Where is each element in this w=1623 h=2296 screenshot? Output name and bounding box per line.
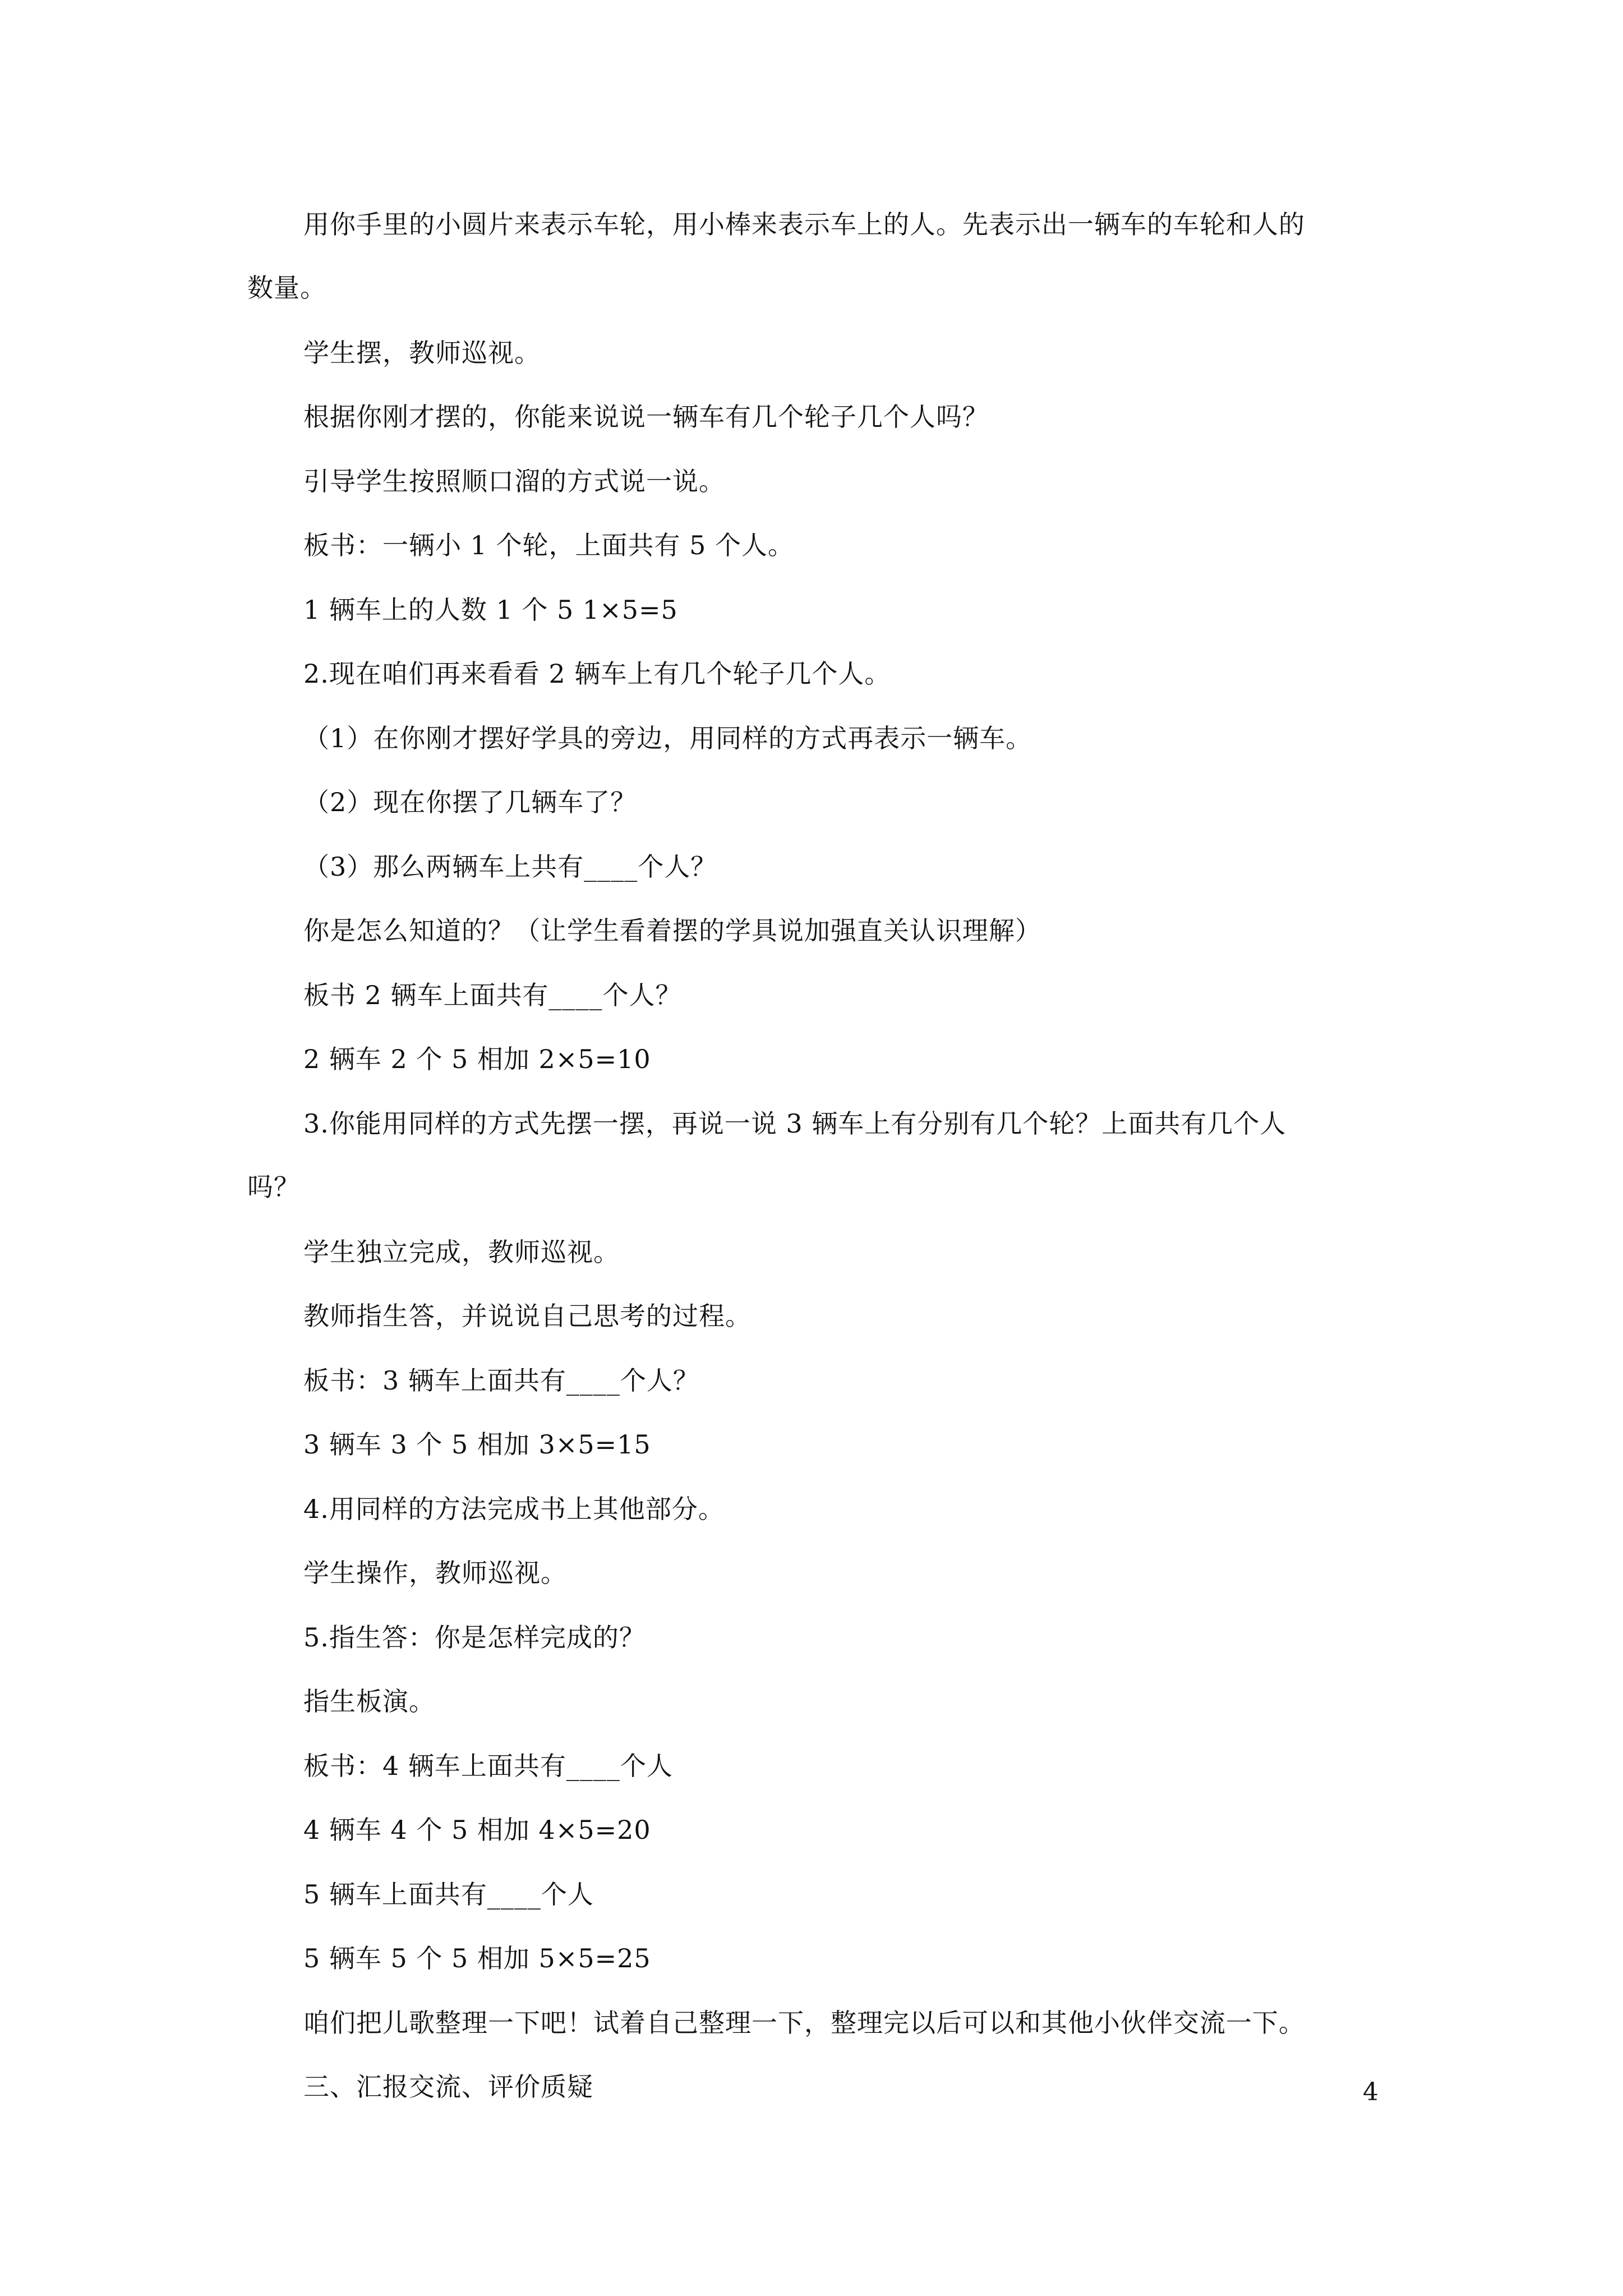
paragraph-line: 学生独立完成，教师巡视。 [303, 1237, 620, 1267]
paragraph-line: 你是怎么知道的？（让学生看着摆的学具说加强直关认识理解） [303, 915, 1041, 946]
paragraph-line: 咱们把儿歌整理一下吧！试着自己整理一下，整理完以后可以和其他小伙伴交流一下。 [303, 2008, 1305, 2038]
paragraph-line: 学生摆，教师巡视。 [303, 338, 541, 368]
paragraph-line: 引导学生按照顺口溜的方式说一说。 [303, 466, 725, 496]
paragraph-line: 3.你能用同样的方式先摆一摆，再说一说 3 辆车上有分别有几个轮？上面共有几个人 [303, 1108, 1287, 1139]
paragraph-line: 4 辆车 4 个 5 相加 4×5=20 [303, 1815, 651, 1845]
paragraph-line: 4.用同样的方法完成书上其他部分。 [303, 1494, 725, 1524]
paragraph-line: （3）那么两辆车上共有____个人？ [303, 852, 717, 882]
paragraph-line: 3 辆车 3 个 5 相加 3×5=15 [303, 1429, 651, 1460]
paragraph-line: 吗？ [247, 1172, 300, 1202]
paragraph-line: 2 辆车 2 个 5 相加 2×5=10 [303, 1044, 651, 1074]
paragraph-line: （2）现在你摆了几辆车了？ [303, 787, 637, 817]
paragraph-line: 板书：3 辆车上面共有____个人？ [303, 1365, 699, 1396]
paragraph-line: 5 辆车上面共有____个人 [303, 1879, 594, 1910]
paragraph-line: 教师指生答，并说说自己思考的过程。 [303, 1301, 751, 1331]
paragraph-line: 板书：4 辆车上面共有____个人 [303, 1751, 673, 1781]
paragraph-line: 板书：一辆小 1 个轮，上面共有 5 个人。 [303, 530, 795, 560]
page-number: 4 [1363, 2078, 1378, 2106]
paragraph-line: 数量。 [247, 273, 326, 303]
paragraph-line: 学生操作，教师巡视。 [303, 1558, 567, 1588]
paragraph-line: 指生板演。 [303, 1686, 435, 1717]
paragraph-line: 用你手里的小圆片来表示车轮，用小棒来表示车上的人。先表示出一辆车的车轮和人的 [303, 209, 1305, 240]
paragraph-line: 5.指生答：你是怎样完成的？ [303, 1622, 645, 1653]
paragraph-line: 根据你刚才摆的，你能来说说一辆车有几个轮子几个人吗？ [303, 402, 989, 432]
paragraph-line: 1 辆车上的人数 1 个 5 1×5=5 [303, 595, 678, 625]
paragraph-line: 板书 2 辆车上面共有____个人？ [303, 980, 682, 1010]
section-heading: 三、汇报交流、评价质疑 [303, 2072, 593, 2102]
paragraph-line: 5 辆车 5 个 5 相加 5×5=25 [303, 1943, 651, 1973]
paragraph-line: 2.现在咱们再来看看 2 辆车上有几个轮子几个人。 [303, 659, 891, 689]
paragraph-line: （1）在你刚才摆好学具的旁边，用同样的方式再表示一辆车。 [303, 723, 1032, 753]
